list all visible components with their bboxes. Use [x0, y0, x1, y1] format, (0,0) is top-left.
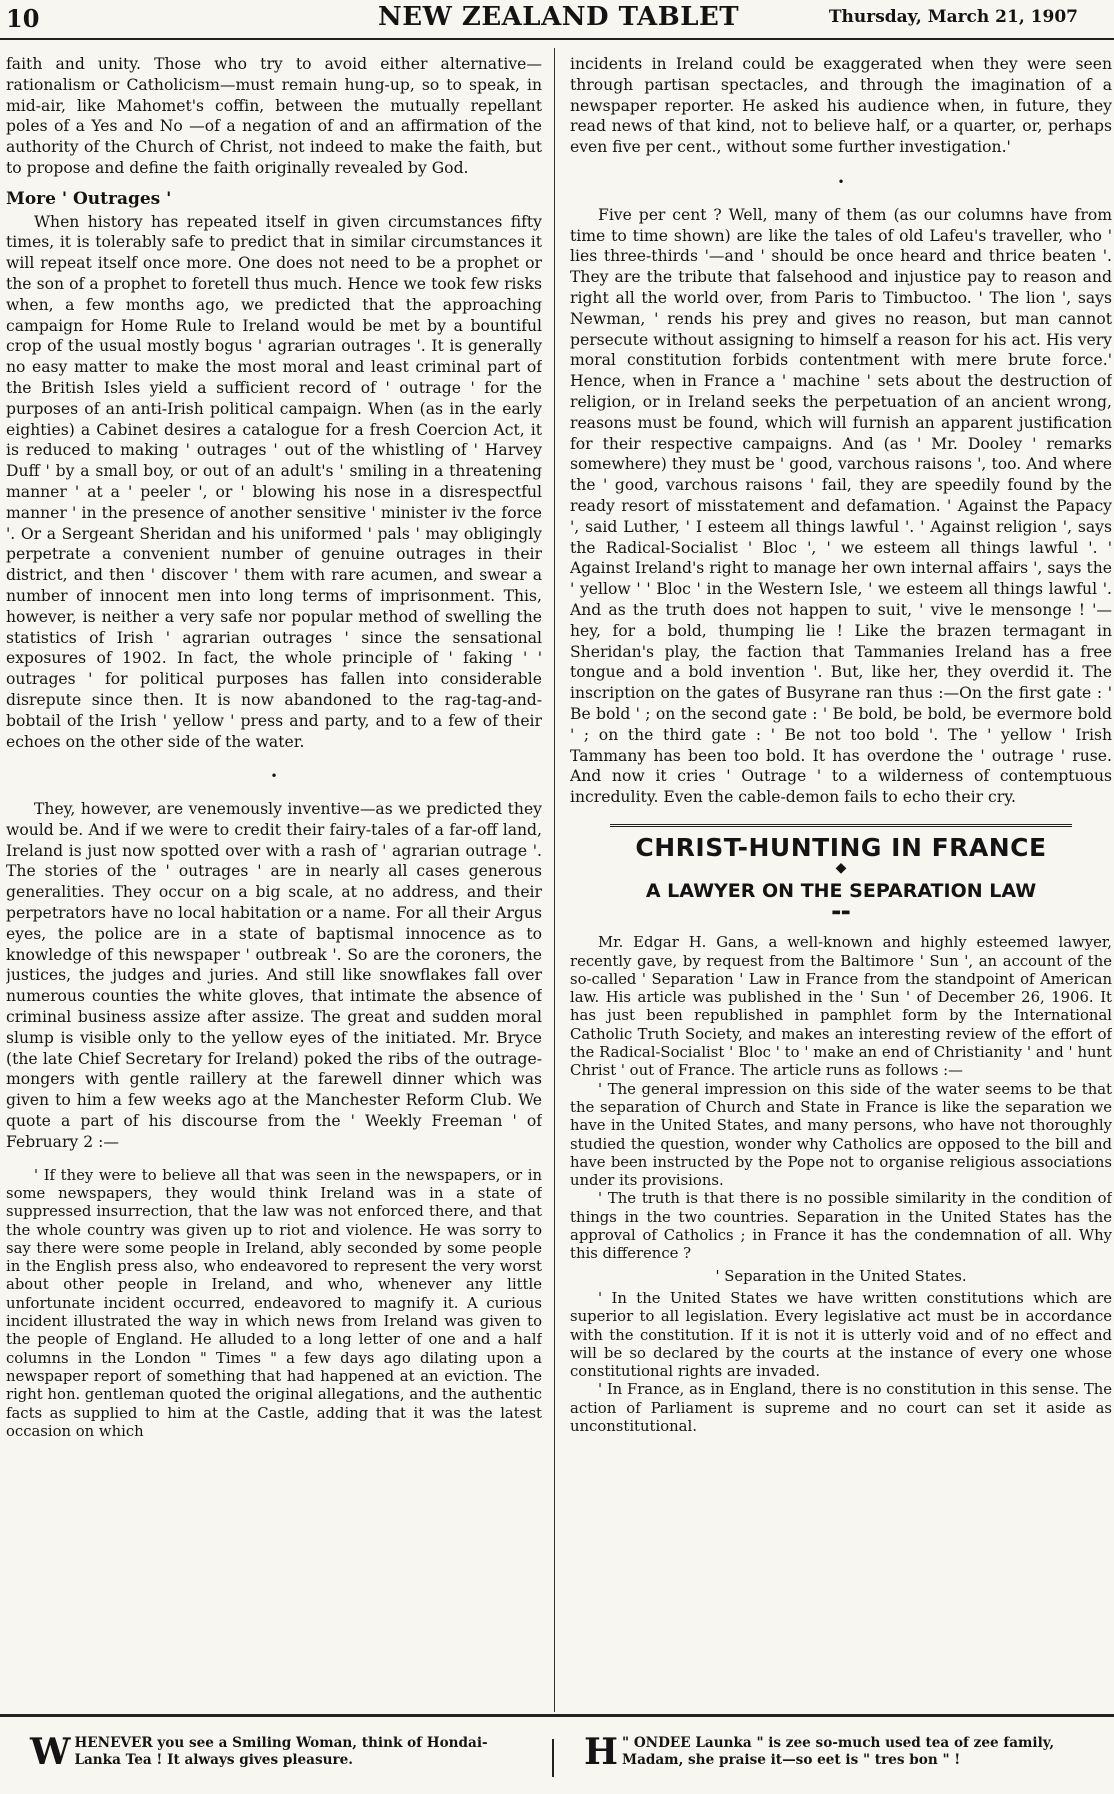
footer-advertisements [0, 1714, 1114, 1794]
issue-date: Thursday, March 21, 1907 [828, 7, 1078, 27]
article-subtitle: A LAWYER ON THE SEPARATION LAW [645, 879, 1037, 902]
quote-us-constitutions: ' In the United States we have written constitutions which are superior to all legislation. Every legislative act must be in accordance with the constitution. If it is not it is utterly void and of no effect and will be so declared by the courts at the instance of every one whose constitutional rights are invaded. [570, 1289, 1112, 1381]
advertisement-hondee-launka-right [584, 1731, 1094, 1773]
page-number: 10 [6, 4, 40, 33]
ad-right-text: ONDEE Launka " is zee so-much used tea of zee family, Madam, she praise it—so eet is " tres bon " ! [622, 1735, 1055, 1768]
quote-general-impression: ' The general impression on this side of the water seems to be that the separation of Church and State in France is like the separation we have in the United States, and many persons, who have not thoroughly studied the question, wonder why Catholics are opposed to the bill and have been instructed by the Pope not to organise religious associations under its provisions. [570, 1080, 1112, 1190]
paragraph-gans: Mr. Edgar H. Gans, a well-known and highly esteemed lawyer, recently gave, by request from the Baltimore ' Sun ', an account of the so-called ' Separation ' Law in France from the standpoint of American law. His article was published in the ' Sun ' of December 26, 1906. It has just been republished in pamphlet form by the International Catholic Truth Society, and makes an interesting review of the effort of the Radical-Socialist ' Bloc ' to ' make an end of Christianity ' and ' hunt Christ ' out of France. The article runs as follows :— [570, 934, 1112, 1080]
left-column [6, 54, 542, 1710]
masthead [0, 0, 1114, 40]
article-rule [610, 824, 1072, 830]
ad-left-dropcap: W [30, 1731, 71, 1773]
article-title: CHRIST-HUNTING IN FRANCE [635, 832, 1047, 862]
quote-truth: ' The truth is that there is no possible similarity in the condition of things in the two countries. Separation in the United States has the approval of Catholics ; in France it has the condemnation of all. Why this difference ? [570, 1190, 1112, 1263]
paragraph-venomous: They, however, are venemously inventive—as we predicted they would be. And if we were to credit their fairy-tales of a far-off land, Ireland is just now spotted over with a rash of ' agrarian outrage '. The stories of the ' outrages ' are in nearly all cases generous generalities. They occur on a big scale, at no address, and their perpetrators have no local habitation or a name. For all their Argus eyes, the police are in a state of baptismal innocence as to knowledge of this newspaper ' outbreak '. So are the coroners, the justices, the judges and juries. And still like snowflakes fall over numerous counties the white gloves, that intimate the absence of criminal business assize after assize. The great and sudden moral slump is visible only to the yellow eyes of the initiated. Mr. Bryce (the late Chief Secretary for Ireland) poked the ribs of the outrage-mongers with gentle raillery at the farewell dinner which was given to him a few weeks ago at the Manchester Reform Club. We quote a part of his discourse from the ' Weekly Freeman ' of February 2 :— [6, 800, 542, 1151]
ad-right-open-quote: " [622, 1735, 630, 1751]
paragraph-intro: faith and unity. Those who try to avoid either alternative—rationalism or Catholicism—must remain hung-up, so to speak, in mid-air, like Mahomet's coffin, between the mutually repellant poles of a Yes and No —of a negation of and an affirmation of the authority of the Church of Christ, not indeed to make the faith, but to propose and define the faith originally revealed by God. [6, 55, 542, 177]
paragraph-incidents: incidents in Ireland could be exaggerated when they were seen through partisan spectacles, and through the imagination of a newspaper reporter. He asked his audience when, in future, they read news of that kind, not to believe half, or a quarter, or, perhaps even five per cent., without some further investigation.' [570, 55, 1112, 157]
section-separator: • [270, 769, 278, 784]
section-separator: • [837, 174, 845, 189]
advertisement-hondai-lanka-left [30, 1731, 530, 1773]
column-divider [554, 48, 555, 1712]
paragraph-five-percent: Five per cent ? Well, many of them (as our columns have from time to time shown) are like the tales of old Lafeu's traveller, who ' lies three-thirds '—and ' should be once heard and thrice beaten '. They are the tribute that falsehood and injustice pay to reason and right all the world over, from Paris to Timbuctoo. ' The lion ', says Newman, ' rends his prey and gives no reason, but man cannot persecute without assigning to himself a reason for his act. His very moral constitution forbids contentment with mere brute force.' Hence, when in France a ' machine ' sets about the destruction of religion, or in Ireland seeks the perpetuation of an ancient wrong, reasons must be found, which will furnish an apparent justification for their respective campaigns. And (as ' Mr. Dooley ' remarks somewhere) they must be ' good, varchous raisons ', too. And where the ' good, varchous raisons ' fail, they are speedily found by the ready resort of misstatement and defamation. ' Against the Papacy ', said Luther, ' I esteem all things lawful '. ' Against religion ', says the Radical-Socialist ' Bloc ', ' we esteem all things lawful '. ' Against Ireland's right to manage her own internal affairs ', says the ' yellow ' ' Bloc ' in the Western Isle, ' we esteem all things lawful '. And as the truth does not happen to suit, ' vive le mensonge ! '—hey, for a bold, thumping lie ! Like the brazen termagant in Sheridan's play, the faction that Tammanies Ireland has a free tongue and a bold invention '. But, like her, they overdid it. The inscription on the gates of Busyrane ran thus :—On the first gate : ' Be bold ' ; on the second gate : ' Be bold, be bold, be evermore bold ' ; on the third gate : ' Be not too bold '. The ' yellow ' Irish Tammany has been too bold. It has overdone the ' outrage ' ruse. And now it cries ' Outrage ' to a wilderness of contemptuous incredulity. Even the cable-demon fails to echo their cry. [570, 205, 1112, 807]
diamond-ornament-icon: ◆ [835, 859, 847, 876]
right-column [570, 54, 1112, 1710]
footer-divider [552, 1739, 554, 1777]
subheading-separation-us: ' Separation in the United States. [715, 1267, 967, 1285]
dash-ornament-icon: ▬▬ [831, 907, 851, 919]
ad-left-text: HENEVER you see a Smiling Woman, think of Hondai-Lanka Tea ! It always gives pleasure. [74, 1735, 488, 1768]
quote-bryce: ' If they were to believe all that was seen in the newspapers, or in some newspapers, they would think Ireland was in a state of suppressed insurrection, that the law was not enforced there, and that the whole country was given up to riot and violence. He was sorry to say there were some people in Ireland, ably seconded by some people in the English press also, who endeavored to represent the very worst about other people in Ireland, and who, whenever any little unfortunate incident occurred, endeavored to magnify it. A curious incident illustrated the way in which news from Ireland was given to the people of England. He alluded to a long letter of one and a half columns in the London " Times " a few days ago dilating upon a newspaper report of something that had happened at an eviction. The right hon. gentleman quoted the original allegations, and the authentic facts as supplied to him at the Castle, adding that it was the latest occasion on which [6, 1166, 542, 1440]
paragraph-history: When history has repeated itself in given circumstances fifty times, it is tolerably safe to predict that in similar circumstances it will repeat itself once more. One does not need to be a prophet or the son of a prophet to foretell thus much. Hence we took few risks when, a few months ago, we predicted that the approaching campaign for Home Rule to Ireland would be met by a bountiful crop of the usual mostly bogus ' agrarian outrages '. It is generally no easy matter to make the most moral and least criminal part of the British Isles yield a sufficient record of ' outrage ' for the purposes of an anti-Irish political campaign. When (as in the early eighties) a Cabinet desires a catalogue for a fresh Coercion Act, it is reduced to making ' outrages ' out of the whistling of ' Harvey Duff ' by a small boy, or out of an adult's ' smiling in a threatening manner ' at a ' peeler ', or ' blowing his nose in a disrespectful manner ' in the presence of another sensitive ' minister iv the force '. Or a Sergeant Sheridan and his uniformed ' pals ' may obligingly perpetrate a convenient number of genuine outrages in their district, and then ' discover ' them with rare acumen, and swear a number of innocent men into long terms of imprisonment. This, however, is neither a very safe nor popular method of swelling the statistics of Irish ' agrarian outrages ' since the sensational exposures of 1902. In fact, the whole principle of ' faking ' ' outrages ' for political purposes has fallen into considerable disrepute since then. It is now abandoned to the rag-tag-and-bobtail of the Irish ' yellow ' press and party, and to a few of their echoes on the other side of the water. [6, 212, 542, 751]
section-heading-outrages: More ' Outrages ' [6, 188, 172, 209]
quote-france: ' In France, as in England, there is no constitution in this sense. The action of Parliament is supreme and no court can set it aside as unconstitutional. [570, 1381, 1112, 1435]
publication-title: NEW ZEALAND TABLET [378, 2, 740, 32]
ad-right-dropcap: H [584, 1731, 619, 1773]
